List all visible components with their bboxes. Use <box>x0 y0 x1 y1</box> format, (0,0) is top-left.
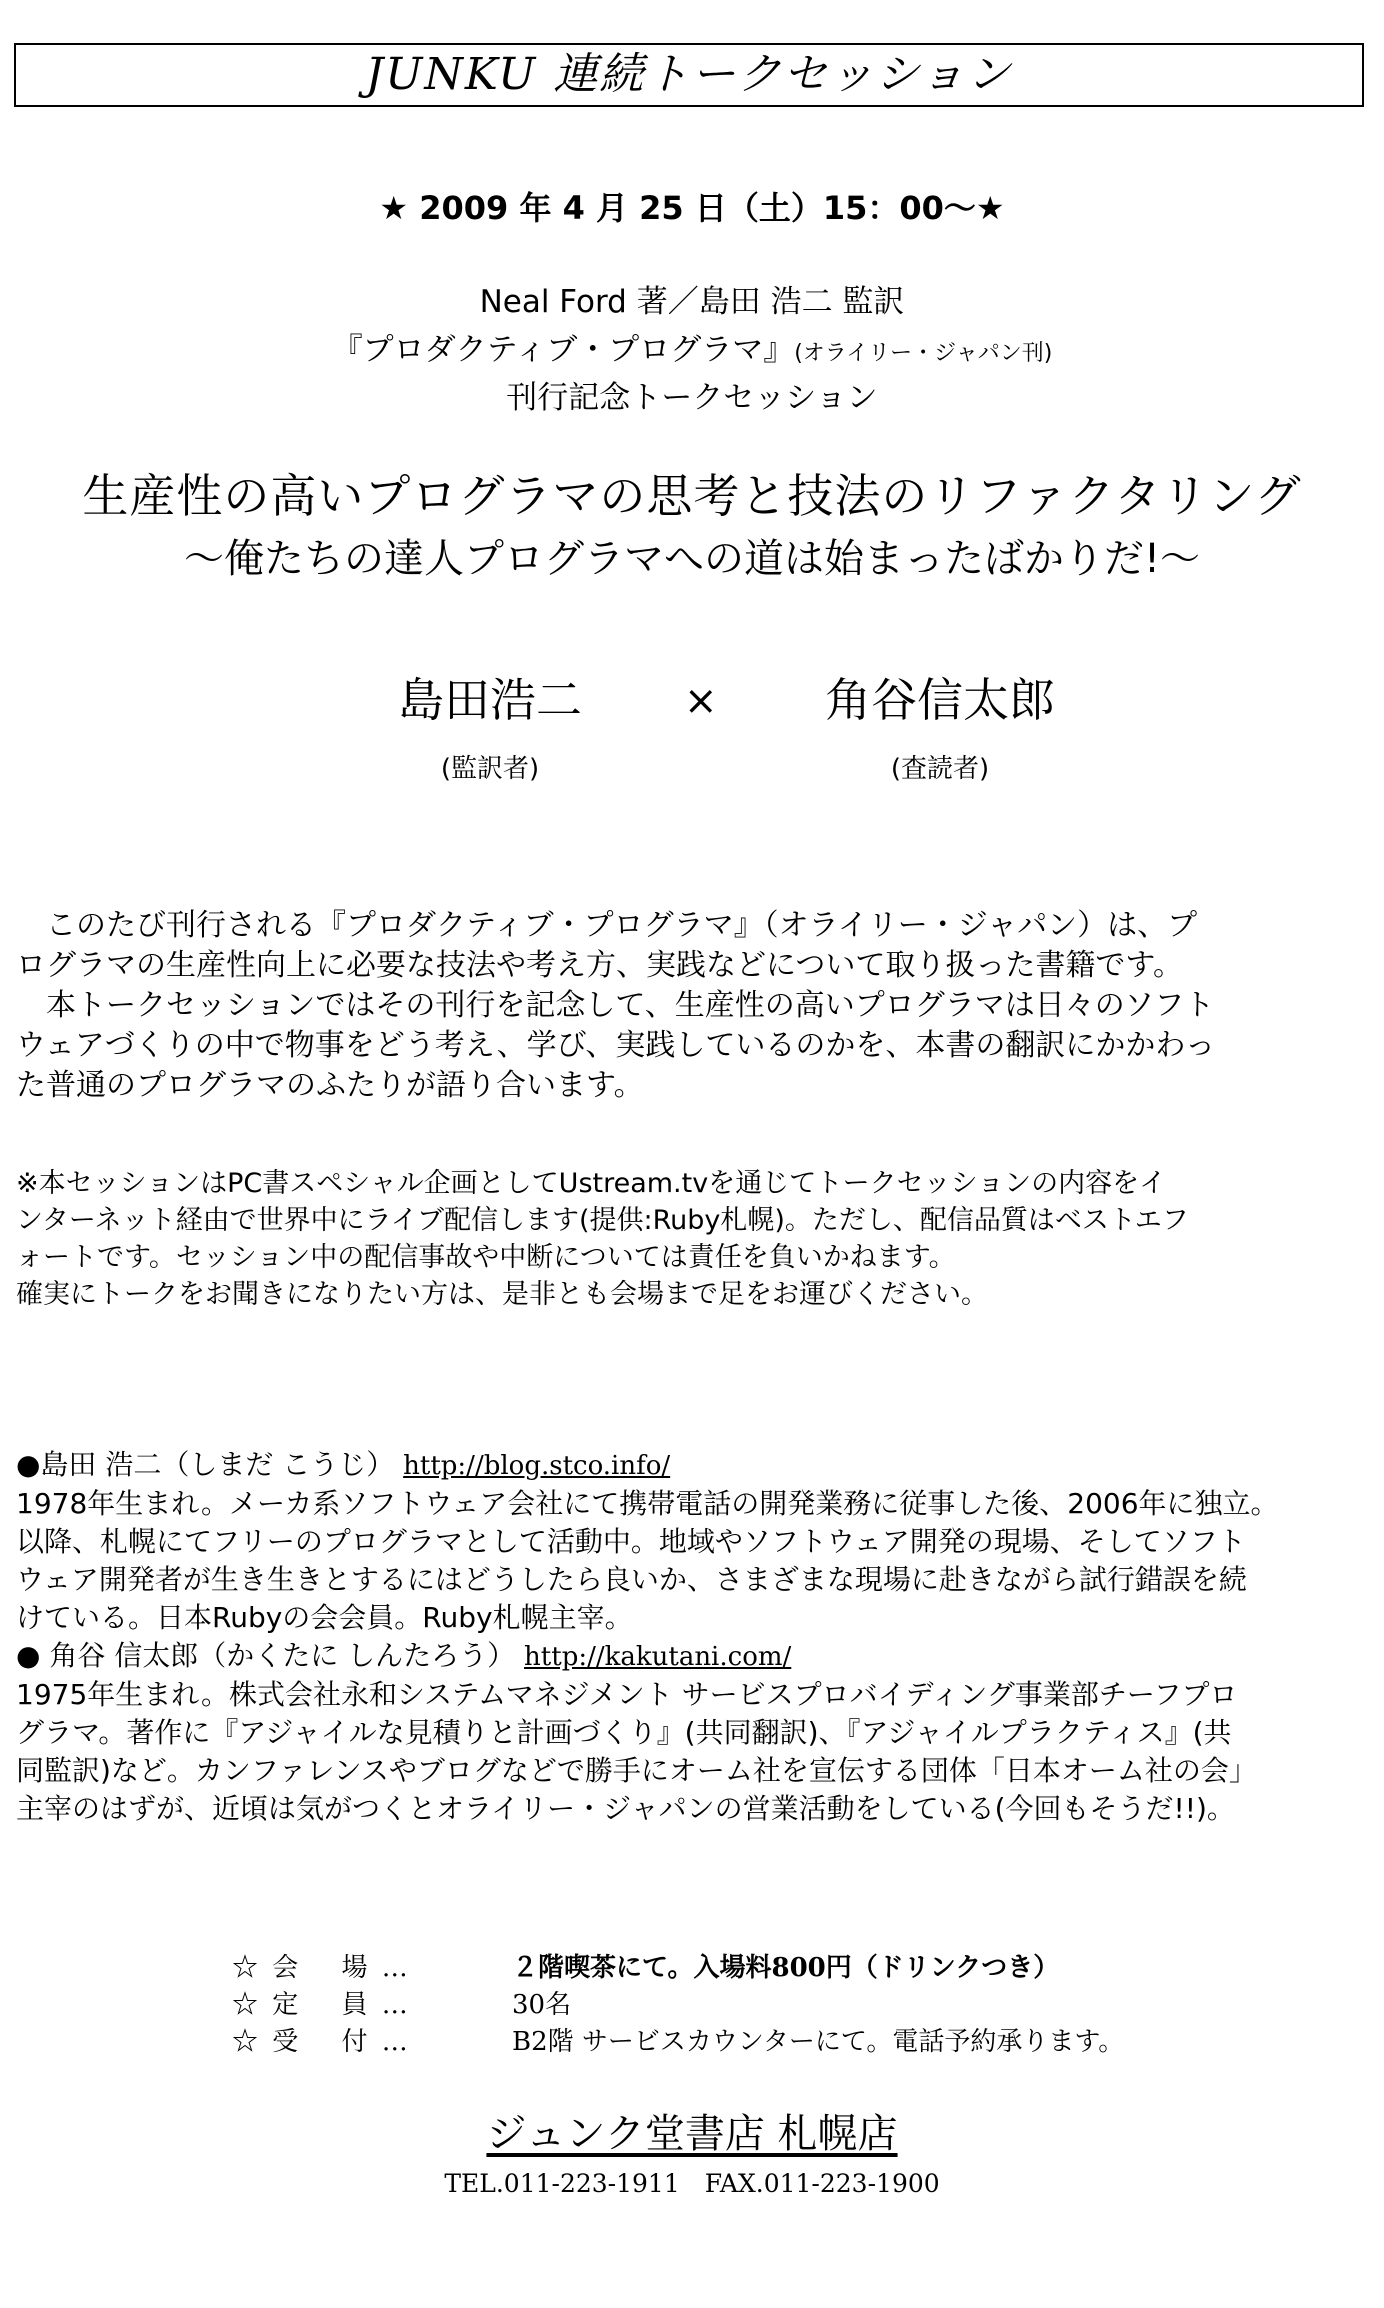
store-contact: TEL.011-223-1911 FAX.011-223-1900 <box>444 2169 940 2198</box>
notice-line: ※本セッションはPC書スペシャル企画としてUstream.tvを通じてトークセッションの内容をイ <box>16 1168 1167 1199</box>
bio-line: グラマ。著作に『アジャイルな見積りと計画づくり』(共同翻訳)、『アジャイルプラクティス』(共 <box>16 1716 1232 1749</box>
notice-line: ォートです。セッション中の配信事故や中断については責任を負いかねます。 <box>16 1242 956 1273</box>
bio-line: 主宰のはずが、近頃は気がつくとオライリー・ジャパンの営業活動をしている(今回もそうだ!!)。 <box>16 1792 1235 1825</box>
book-publisher: (オライリー・ジャパン刊) <box>794 341 1053 366</box>
description-line: ウェアづくりの中で物事をどう考え、学び、実践しているのかを、本書の翻訳にかかわっ <box>16 1028 1216 1063</box>
session-headline: 生産性の高いプログラマの思考と技法のリファクタリング <box>82 469 1302 523</box>
info-value: B2階 サービスカウンターにて。電話予約承ります。 <box>512 2027 1125 2057</box>
info-value: ２階喫茶にて。入場料800円（ドリンクつき） <box>512 1953 1060 1983</box>
bio-link[interactable]: http://blog.stco.info/ <box>403 1451 671 1481</box>
speaker-separator: × <box>684 678 718 724</box>
streaming-notice <box>16 1165 1368 1313</box>
speaker-left-name: 島田浩二 <box>398 673 582 727</box>
bio-line: 1975年生まれ。株式会社永和システムマネジメント サービスプロバイディング事業部チーフプロ <box>16 1678 1238 1711</box>
bio-heading <box>16 1446 1368 1485</box>
event-date: ★ 2009 年 4 月 25 日（土）15：00〜★ <box>379 189 1005 227</box>
description-line: このたび刊行される『プロダクティブ・プログラマ』（オライリー・ジャパン）は、プ <box>16 908 1198 943</box>
page-title: JUNKU 連続トークセッション <box>365 49 1013 100</box>
book-title: 『プロダクティブ・プログラマ』 <box>331 332 795 368</box>
info-label: ☆ 受 付 … <box>232 2027 411 2057</box>
store-name-line <box>0 2102 1384 2159</box>
bio-line: 同監訳)など。カンファレンスやブログなどで勝手にオーム社を宣伝する団体「日本オーム社の会」 <box>16 1754 1257 1787</box>
info-row <box>232 1950 1124 1987</box>
bio-link[interactable]: http://kakutani.com/ <box>524 1642 792 1672</box>
info-value: 30名 <box>512 1990 572 2020</box>
book-title-line <box>0 324 1384 369</box>
bio-line: ウェア開発者が生き生きとするにはどうしたら良いか、さまざまな現場に赴きながら試行錯誤を続 <box>16 1563 1247 1596</box>
notice-line: ンターネット経由で世界中にライブ配信します(提供:Ruby札幌)。ただし、配信品質はベストエフ <box>16 1205 1189 1236</box>
bio-heading-name: ● 角谷 信太郎（かくたに しんたろう） <box>16 1639 516 1672</box>
bio-line: 以降、札幌にてフリーのプログラマとして活動中。地域やソフトウェア開発の現場、そしてソフト <box>16 1525 1246 1558</box>
info-label: ☆ 会 場 … <box>232 1953 411 1983</box>
description-line: 本トークセッションではその刊行を記念して、生産性の高いプログラマは日々のソフト <box>16 988 1215 1023</box>
event-info <box>232 1950 1124 2061</box>
description-line: ログラマの生産性向上に必要な技法や考え方、実践などについて取り扱った書籍です。 <box>16 948 1183 983</box>
info-row <box>232 1987 1124 2024</box>
speaker-right-role: (査読者) <box>890 754 990 784</box>
bio-line: 1978年生まれ。メーカ系ソフトウェア会社にて携帯電話の開発業務に従事した後、2006年に独立。 <box>16 1487 1279 1520</box>
book-occasion: 刊行記念トークセッション <box>506 380 878 416</box>
speaker-right-name: 角谷信太郎 <box>825 673 1055 727</box>
speaker-right <box>800 664 1080 785</box>
session-subheadline: 〜俺たちの達人プログラマへの道は始まったばかりだ!〜 <box>183 536 1201 582</box>
speaker-left-role: (監訳者) <box>440 754 540 784</box>
bio-heading <box>16 1637 1368 1676</box>
title-banner <box>14 43 1364 107</box>
bio-line: けている。日本Rubyの会会員。Ruby札幌主宰。 <box>16 1601 633 1634</box>
info-row <box>232 2024 1124 2061</box>
notice-line: 確実にトークをお聞きになりたい方は、是非とも会場まで足をお運びください。 <box>16 1279 988 1310</box>
speaker-left <box>380 664 600 785</box>
description-line: た普通のプログラマのふたりが語り合います。 <box>16 1068 644 1103</box>
store-name: ジュンク堂書店 札幌店 <box>486 2111 898 2157</box>
info-label: ☆ 定 員 … <box>232 1990 411 2020</box>
speaker-bios <box>16 1446 1368 1828</box>
book-author-line: Neal Ford 著／島田 浩二 監訳 <box>479 284 905 320</box>
description-paragraph <box>16 906 1368 1106</box>
bio-heading-name: ●島田 浩二（しまだ こうじ） <box>16 1448 395 1481</box>
